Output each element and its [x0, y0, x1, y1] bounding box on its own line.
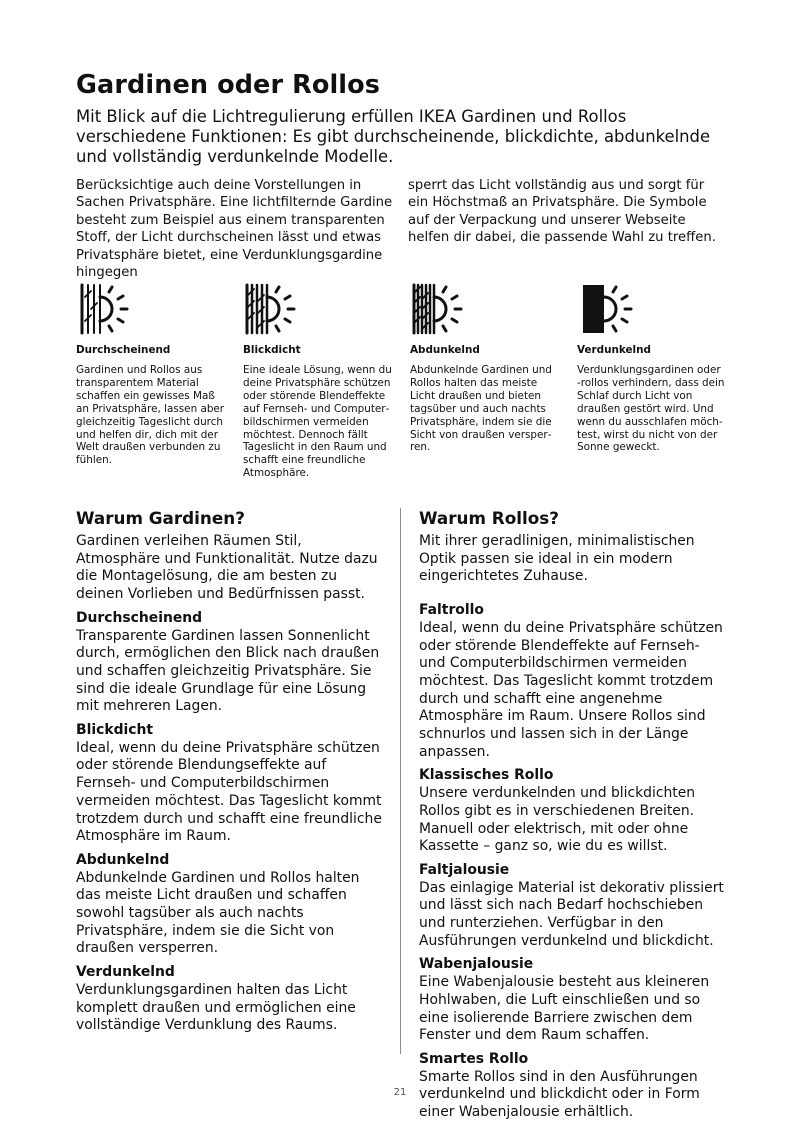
blinds-item-text: Ideal, wenn du deine Privatsphäre schützen oder störende Blendeffekte auf Fernseh- und Computerbildschirmen vermeiden möchtest. Das Tageslicht kommt trotzdem durch und schafft eine angenehme Atmosphäre im Raum. Unsere Rollos sind schnurlos und lassen sich in der Länge anpassen.: [419, 619, 723, 760]
curtains-item-title: Durchscheinend: [76, 609, 203, 626]
body-text-right: sperrt das Licht vollständig aus und sorgt für ein Höchstmaß an Privatsphäre. Die Symbole auf der Verpackung und unserer Webseite helfen dir dabei, die passende Wahl zu treffen.: [408, 178, 716, 246]
intro-text: Mit Blick auf die Lichtregulierung erfüllen IKEA Gardinen und Rollos verschiedene Funktionen: Es gibt durchscheinende, blickdichte, abdunkelnde und vollständig verdunkelnde Modelle.: [76, 107, 711, 166]
category-title-privacy: Blickdicht: [243, 344, 301, 356]
blinds-item-text: Unsere verdunkelnden und blickdichten Rollos gibt es in verschiedenen Breiten. Manuell oder elektrisch, mit oder ohne Kassette – ganz so, wie du es willst.: [419, 785, 696, 855]
column-divider: [400, 508, 401, 1054]
blinds-heading: Warum Rollos?: [419, 508, 559, 528]
privacy-sun-icon: [245, 283, 305, 335]
translucent-sun-icon: [80, 283, 140, 335]
category-text-blackout: Verdunklungsgardinen oder -rollos verhindern, dass dein Schlaf durch Licht von draußen gestört wird. Und wenn du ausschlafen möchtest, wirst du nicht von der Sonne geweckt.: [577, 364, 725, 454]
category-text-translucent: Gardinen und Rollos aus transparentem Material schaffen ein gewisses Maß an Privatsphäre, lassen aber gleichzeitig Tageslicht durch und helfen dir, dich mit der Welt draußen verbunden zu fühlen.: [76, 364, 225, 467]
curtains-item-text: Abdunkelnde Gardinen und Rollos halten das meiste Licht draußen und schaffen sowohl tagsüber als auch nachts Privatsphäre, indem sie die Sicht von draußen versperren.: [76, 869, 360, 957]
blinds-item-text: Smarte Rollos sind in den Ausführungen verdunkelnd und blickdicht oder in Form einer Wabenjalousie erhältlich.: [419, 1068, 700, 1121]
curtains-section: [76, 508, 386, 1035]
page-number: 21: [393, 1087, 407, 1098]
curtains-item-text: Transparente Gardinen lassen Sonnenlicht durch, ermöglichen den Blick nach draußen und schaffen gleichzeitig Privatsphäre. Sie sind die ideale Grundlage für eine Lösung mit mehreren Lagen.: [76, 627, 380, 715]
category-text-dimming: Abdunkelnde Gardinen und Rollos halten das meiste Licht draußen und bieten tagsüber und auch nachts Privatsphäre, indem sie die Sicht von draußen versperren.: [410, 364, 552, 454]
blinds-intro: Mit ihrer geradlinigen, minimalistischen Optik passen sie ideal in ein modern eingerichtetes Zuhause.: [419, 533, 695, 585]
blinds-section: [419, 508, 729, 1122]
blinds-item-title: Smartes Rollo: [419, 1050, 529, 1067]
blinds-item-title: Wabenjalousie: [419, 956, 534, 973]
category-title-blackout: Verdunkelnd: [577, 344, 651, 356]
curtains-intro: Gardinen verleihen Räumen Stil, Atmosphäre und Funktionalität. Nutze dazu die Montagelösung, die am besten zu deinen Vorlieben und Bedürfnissen passt.: [76, 533, 378, 603]
blinds-item-text: Eine Wabenjalousie besteht aus kleineren Hohlwaben, die Luft einschließen und so eine isolierende Barriere zwischen dem Fenster und dem Raum schaffen.: [419, 974, 710, 1044]
curtains-item-title: Abdunkelnd: [76, 851, 170, 868]
curtains-item-text: Verdunklungsgardinen halten das Licht komplett draußen und ermöglichen eine vollständige Verdunklung des Raums.: [76, 981, 356, 1034]
curtains-item-text: Ideal, wenn du deine Privatsphäre schützen oder störende Blendungseffekte auf Fernseh- und Computerbildschirmen vermeiden möchtest. Das Tageslicht kommt trotzdem durch und schafft eine freundliche Atmosphäre im Raum.: [76, 739, 382, 845]
category-title-translucent: Durchscheinend: [76, 344, 171, 356]
blinds-item-text: Das einlagige Material ist dekorativ plissiert und lässt sich nach Bedarf hochschieben und runterziehen. Verfügbar in den Ausführungen verdunkelnd und blickdicht.: [419, 879, 724, 949]
curtains-item-title: Verdunkelnd: [76, 964, 175, 981]
blinds-item-title: Klassisches Rollo: [419, 767, 554, 784]
blinds-item-title: Faltrollo: [419, 602, 484, 619]
body-text-left: Berücksichtige auch deine Vorstellungen in Sachen Privatsphäre. Eine lichtfilternde Gardine besteht zum Beispiel aus einem transparenten Stoff, der Licht durchscheinen lässt und etwas Privatsphäre bietet, eine Verdunklungsgardine hingegen: [76, 178, 393, 281]
page-title: Gardinen oder Rollos: [76, 70, 381, 100]
category-text-privacy: Eine ideale Lösung, wenn du deine Privatsphäre schützen oder störende Blendeffekte auf Fernseh- und Computerbildschirmen vermeiden möchtest. Dennoch fällt Tageslicht in den Raum und schafft eine freundliche Atmosphäre.: [243, 364, 392, 480]
blackout-sun-icon: [582, 283, 642, 335]
curtains-heading: Warum Gardinen?: [76, 508, 245, 528]
dimming-sun-icon: [412, 283, 472, 335]
blinds-item-title: Faltjalousie: [419, 861, 510, 878]
curtains-item-title: Blickdicht: [76, 722, 154, 739]
category-title-dimming: Abdunkelnd: [410, 344, 480, 356]
